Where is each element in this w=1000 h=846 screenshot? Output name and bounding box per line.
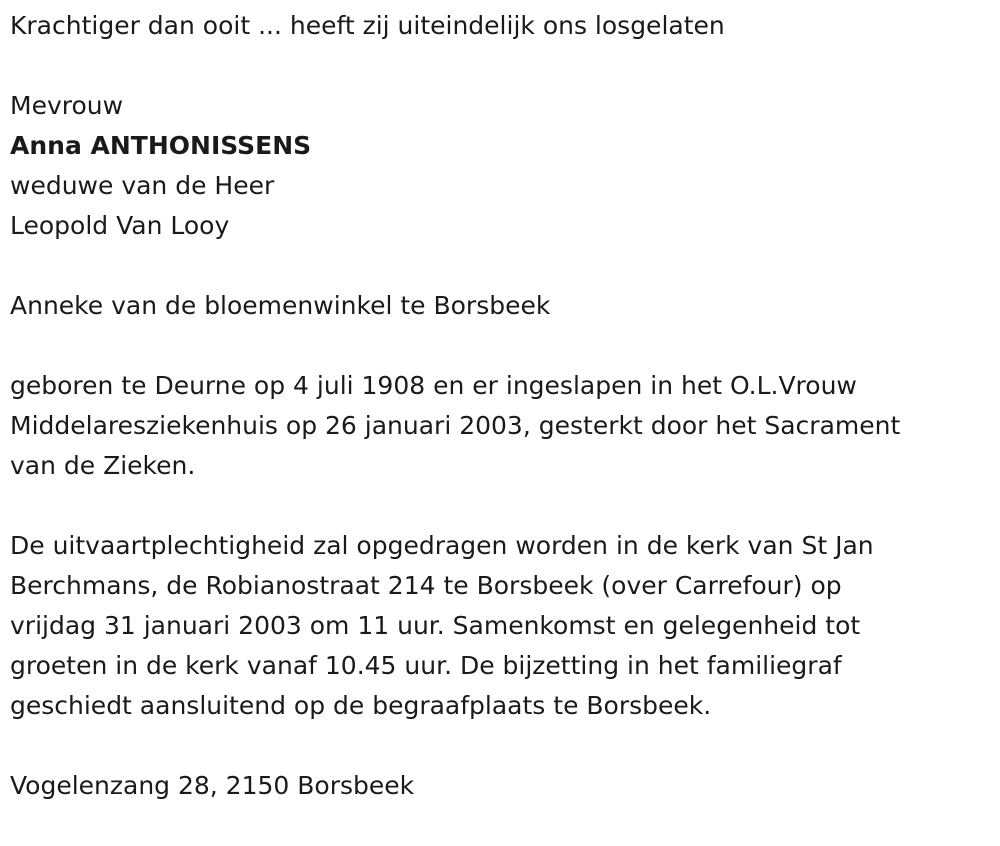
salutation: Mevrouw: [10, 91, 124, 120]
paragraph-line: van de Zieken.: [10, 451, 196, 480]
spacer: [10, 726, 985, 766]
spacer: [10, 46, 985, 86]
funeral-paragraph: [10, 526, 985, 726]
spacer: [10, 486, 985, 526]
paragraph-line: Berchmans, de Robianostraat 214 te Borsbeek (over Carrefour) op: [10, 571, 842, 600]
nickname-line: Anneke van de bloemenwinkel te Borsbeek: [10, 291, 551, 320]
paragraph-line: groeten in de kerk vanaf 10.45 uur. De bijzetting in het familiegraf: [10, 651, 842, 680]
intro-line: Krachtiger dan ooit ... heeft zij uiteindelijk ons losgelaten: [10, 11, 725, 40]
paragraph-line: Middelaresziekenhuis op 26 januari 2003, gesterkt door het Sacrament: [10, 411, 901, 440]
obituary-notice: [10, 6, 985, 806]
relation-line: weduwe van de Heer: [10, 171, 275, 200]
deceased-name: Anna ANTHONISSENS: [10, 131, 312, 160]
paragraph-line: geboren te Deurne op 4 juli 1908 en er ingeslapen in het O.L.Vrouw: [10, 371, 857, 400]
paragraph-line: De uitvaartplechtigheid zal opgedragen worden in de kerk van St Jan: [10, 531, 874, 560]
paragraph-line: geschiedt aansluitend op de begraafplaats te Borsbeek.: [10, 691, 712, 720]
spouse-name: Leopold Van Looy: [10, 211, 230, 240]
birth-death-paragraph: [10, 366, 985, 486]
paragraph-line: vrijdag 31 januari 2003 om 11 uur. Samenkomst en gelegenheid tot: [10, 611, 861, 640]
spacer: [10, 246, 985, 286]
address-line: Vogelenzang 28, 2150 Borsbeek: [10, 771, 415, 800]
spacer: [10, 326, 985, 366]
